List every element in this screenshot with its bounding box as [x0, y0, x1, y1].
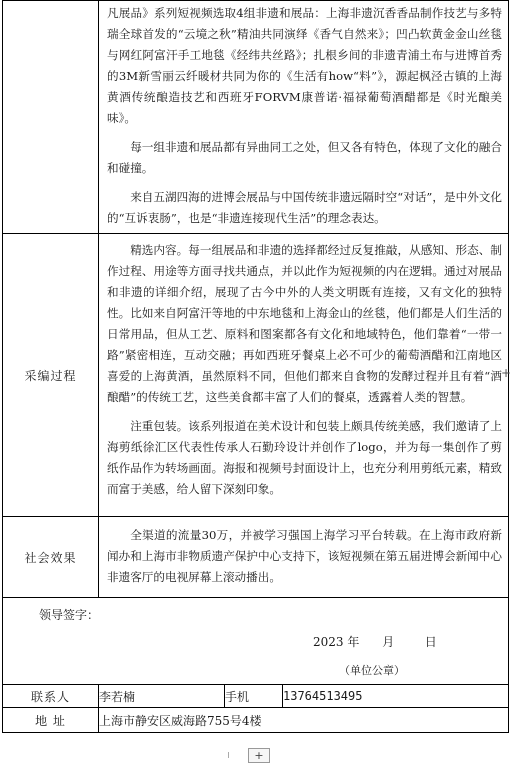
address-label: 地 址: [3, 708, 99, 733]
intro-row-label: [3, 1, 99, 234]
intro-paragraph-2: 每一组非遗和展品都有异曲同工之处，但又各有特色，体现了文化的融合和碰撞。: [107, 140, 503, 175]
effect-content: [99, 517, 509, 598]
leader-signature-label: 领导签字：: [39, 608, 100, 622]
intro-row: [3, 1, 509, 234]
process-content: [99, 234, 509, 517]
add-row-button[interactable]: +: [248, 748, 270, 763]
process-paragraph-1: 精选内容。每一组展品和非遗的选择都经过反复推敲，从感知、形态、制作过程、用途等方面寻找共通点，并以此作为短视频的内在逻辑。通过对展品和非遗的详细介绍，展现了古今中外的人类文明既有连接，又有文化的独特性。比如来自阿富汗等地的中东地毯和上海金山的丝毯，他们都是人们生活的日常用品，但从工艺、原料和图案都各有文化和地域特色，他们靠着“一带一路”紧密相连，互动交融；再如西班牙餐桌上必不可少的葡萄酒醋和江南地区喜爱的上海黄酒，虽然原料不同，但他们都来自食物的发酵过程并且有着“酒酿醋”的传统工艺，这些美食都丰富了人们的餐桌，透露着人类的智慧。: [107, 243, 503, 404]
intro-paragraph-1: 凡展品》系列短视频选取4组非遗和展品：上海非遗沉香香品制作技艺与多特瑞全球首发的“云境之秋”精油共同演绎《香气自然来》；凹凸软黄金金山丝毯与网红阿富汗手工地毯《经纬共丝路》；扎根乡间的非遗青浦土布与进博首秀的3M新雪丽云纤暖材共同为你的《生活有how“料”》，源起枫泾古镇的上海黄酒传统酿造技艺和西班牙FORVM康普诺·福禄葡萄酒醋都是《时光酿美味》。: [107, 6, 503, 125]
process-paragraph-2: 注重包装。该系列报道在美术设计和包装上颇具传统美感，我们邀请了上海剪纸徐汇区代表性传承人石勤玲设计并创作了logo，并为每一集创作了剪纸作品作为转场画面。海报和视频号封面设计上，也充分利用剪纸元素，精致而富于美感，给人留下深刻印象。: [107, 419, 503, 496]
phone-value: 13764513495: [283, 685, 509, 708]
expand-plus-icon[interactable]: +: [501, 366, 511, 380]
table-handle-divider: [228, 752, 237, 758]
intro-paragraph-3: 来自五湖四海的进博会展品与中国传统非遗远隔时空“对话”，是中外文化的“互诉衷肠”，也是“非遗连接现代生活”的理念表达。: [107, 190, 503, 225]
unit-stamp-label: （单位公章）: [339, 664, 405, 677]
signature-cell: [3, 598, 509, 685]
report-form-table: [2, 0, 509, 733]
signature-date: 2023 年 月 日: [313, 635, 437, 649]
process-row: [3, 234, 509, 517]
effect-row: [3, 517, 509, 598]
contact-row: [3, 685, 509, 708]
effect-label: 社会效果: [3, 517, 99, 598]
signature-row: [3, 598, 509, 685]
phone-label: 手机: [225, 685, 283, 708]
address-value: 上海市静安区威海路755号4楼: [99, 708, 509, 733]
process-label: 采编过程: [3, 234, 99, 517]
address-row: [3, 708, 509, 733]
contact-label: 联系人: [3, 685, 99, 708]
effect-paragraph-1: 全渠道的流量30万，并被学习强国上海学习平台转载。在上海市政府新闻办和上海市非物质遗产保护中心支持下，该短视频在第五届进博会新闻中心非遗客厅的电视屏幕上滚动播出。: [107, 528, 503, 584]
intro-row-content: [99, 1, 509, 234]
contact-value: 李若楠: [99, 685, 225, 708]
